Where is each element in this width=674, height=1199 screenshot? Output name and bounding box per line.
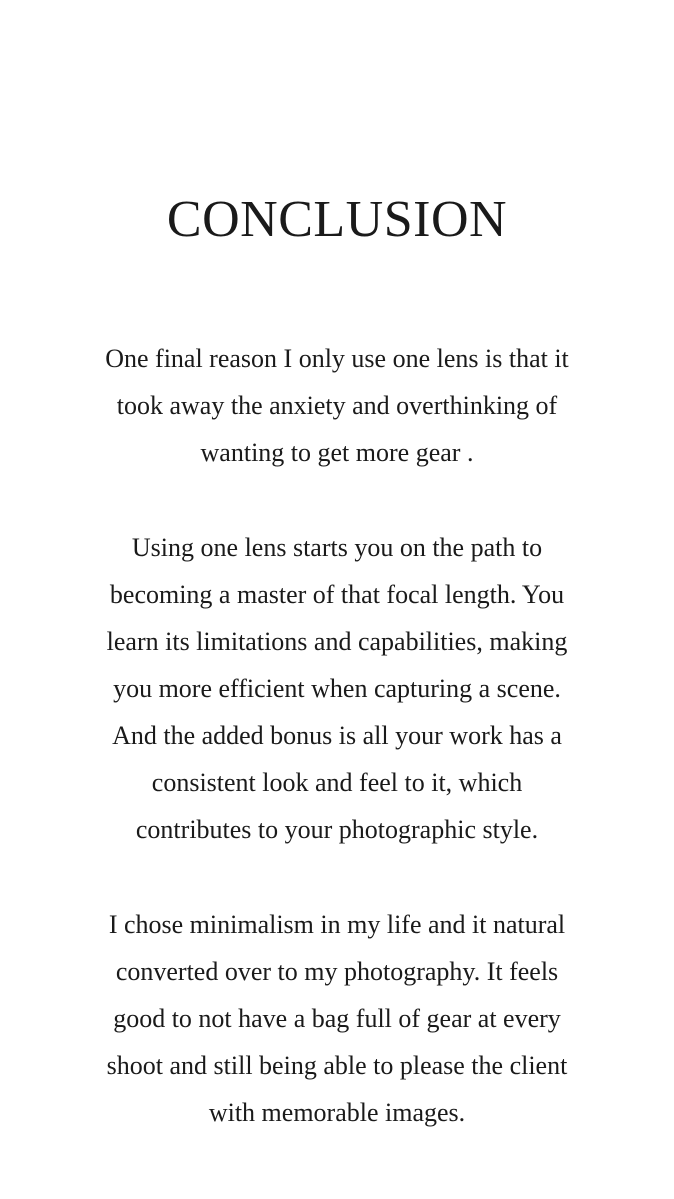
paragraph-final-reason bbox=[0, 335, 674, 476]
paragraph-line: contributes to your photographic style. bbox=[135, 815, 539, 844]
paragraph-line: took away the anxiety and overthinking of bbox=[116, 391, 558, 420]
paragraph-minimalism bbox=[0, 901, 674, 1136]
paragraph-one-lens-mastery bbox=[0, 524, 674, 853]
paragraph-line: Using one lens starts you on the path to bbox=[131, 533, 543, 562]
paragraph-line: converted over to my photography. It feels bbox=[115, 957, 559, 986]
paragraph-line: And the added bonus is all your work has a bbox=[112, 721, 562, 750]
paragraph-line: One final reason I only use one lens is that it bbox=[105, 344, 569, 373]
page-title: CONCLUSION bbox=[166, 191, 508, 248]
paragraph-line: becoming a master of that focal length. You bbox=[109, 580, 565, 609]
paragraph-line: wanting to get more gear . bbox=[200, 438, 474, 467]
paragraph-line: learn its limitations and capabilities, making bbox=[106, 627, 568, 656]
paragraph-line: I chose minimalism in my life and it natural bbox=[108, 910, 566, 939]
paragraph-line: with memorable images. bbox=[208, 1098, 466, 1127]
paragraph-line: you more efficient when capturing a scene. bbox=[113, 674, 561, 703]
paragraph-line: shoot and still being able to please the client bbox=[106, 1051, 568, 1080]
paragraph-line: good to not have a bag full of gear at every bbox=[113, 1004, 561, 1033]
paragraph-line: consistent look and feel to it, which bbox=[151, 768, 523, 797]
